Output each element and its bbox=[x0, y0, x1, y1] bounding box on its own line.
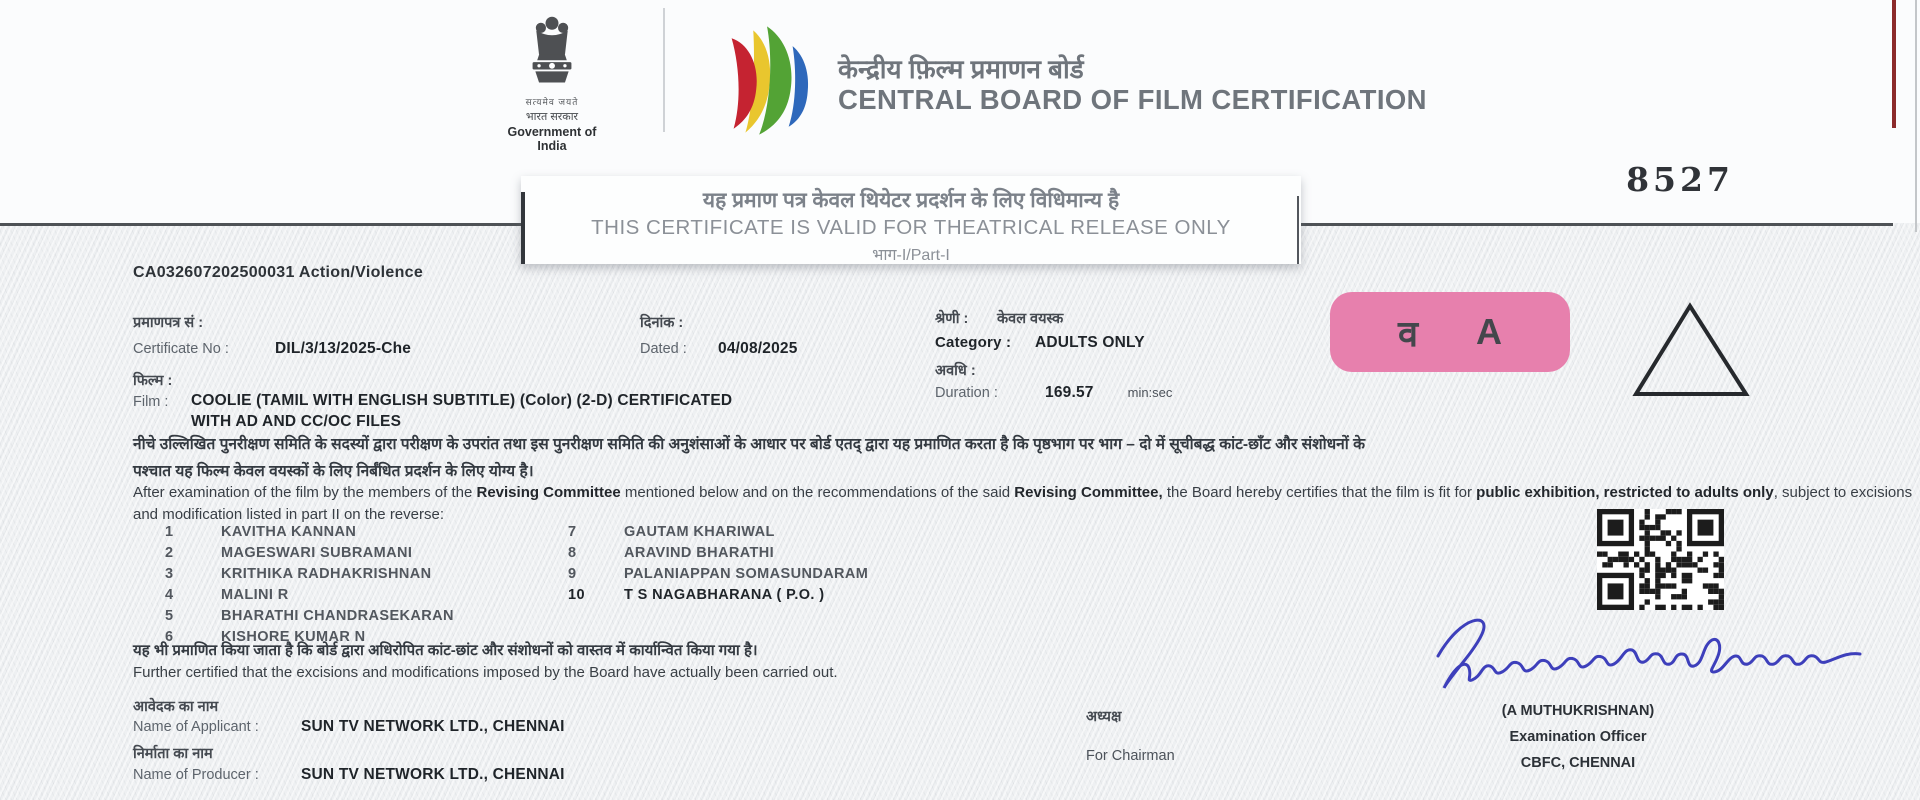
committee-member-row: 2 MAGESWARI SUBRAMANI bbox=[165, 545, 413, 561]
ashoka-emblem-icon bbox=[522, 14, 582, 88]
en-bold1: Revising Committee bbox=[476, 484, 621, 501]
signatory-org: CBFC, CHENNAI bbox=[1520, 755, 1636, 771]
dated-row bbox=[640, 340, 798, 358]
category-value-hindi: केवल वयस्क bbox=[997, 311, 1064, 327]
hindi-paragraph-line2: पश्चात यह फिल्म केवल वयस्कों के लिए निर्बंधित प्रदर्शन के लिए योग्य है। bbox=[133, 463, 534, 480]
applicant-label: Name of Applicant : bbox=[133, 719, 259, 735]
certificate-no-row bbox=[133, 340, 411, 358]
header-divider bbox=[663, 8, 665, 132]
category-row bbox=[935, 334, 1145, 352]
signatory-block bbox=[1433, 698, 1723, 776]
duration-hindi-row bbox=[935, 360, 976, 380]
category-value: ADULTS ONLY bbox=[1035, 334, 1145, 351]
cert-no-label: Certificate No : bbox=[133, 341, 229, 357]
part-label: भाग-I/Part-I bbox=[872, 247, 950, 264]
signature-scribble-icon bbox=[1422, 612, 1882, 697]
producer-label-hindi: निर्माता का नाम bbox=[133, 746, 213, 762]
scan-red-mark bbox=[1892, 0, 1896, 128]
en-seg4: , subject to excisions and modification listed in part II on the reverse: bbox=[133, 484, 1913, 523]
certificate-serial-number: 8527 bbox=[1626, 160, 1734, 199]
govt-of-india-english: Government of India bbox=[507, 125, 597, 153]
validity-line-hindi: यह प्रमाण पत्र केवल थियेटर प्रदर्शन के लिए विधिमान्य है bbox=[702, 189, 1120, 212]
further-certified-hindi: यह भी प्रमाणित किया जाता है कि बोर्ड द्वारा अधिरोपित कांट-छांट और संशोधनों को वास्तव में कार्यान्वित किया गया है। bbox=[133, 642, 758, 659]
en-seg2: mentioned below and on the recommendations of the said bbox=[620, 484, 1015, 501]
committee-member-row: 5 BHARATHI CHANDRASEKARAN bbox=[165, 608, 454, 624]
committee-member-row: 10 T S NAGABHARANA ( P.O. ) bbox=[568, 587, 825, 603]
producer-label: Name of Producer : bbox=[133, 767, 259, 783]
banner-left-border bbox=[521, 192, 525, 264]
horizontal-rule-right bbox=[1301, 223, 1893, 226]
committee-member-row: 9 PALANIAPPAN SOMASUNDARAM bbox=[568, 566, 869, 582]
govt-of-india-hindi: भारत सरकार bbox=[525, 111, 579, 123]
applicant-value: SUN TV NETWORK LTD., CHENNAI bbox=[301, 718, 565, 735]
committee-member-row: 4 MALINI R bbox=[165, 587, 289, 603]
national-emblem bbox=[492, 14, 612, 153]
dated-label-hindi-row bbox=[640, 312, 683, 332]
duration-row bbox=[935, 384, 1172, 402]
en-seg1: After examination of the film by the members of the bbox=[133, 484, 477, 501]
film-title-line1: COOLIE (TAMIL WITH ENGLISH SUBTITLE) (Color) (2-D) CERTIFICATED bbox=[191, 392, 733, 409]
en-bold2: Revising Committee, bbox=[1014, 484, 1163, 501]
board-name-hindi: केन्द्रीय फ़िल्म प्रमाणन बोर्ड bbox=[838, 54, 1084, 84]
cert-no-label-hindi: प्रमाणपत्र सं : bbox=[133, 315, 204, 331]
committee-member-row: 6 KISHORE KUMAR N bbox=[165, 629, 366, 645]
emblem-motto: सत्यमेव जयते bbox=[525, 97, 579, 107]
category-label: Category : bbox=[935, 334, 1012, 351]
board-name-english: CENTRAL BOARD OF FILM CERTIFICATION bbox=[838, 84, 1427, 115]
validity-line-english: THIS CERTIFICATE IS VALID FOR THEATRICAL RELEASE ONLY bbox=[591, 216, 1231, 239]
committee-member-row: 1 KAVITHA KANNAN bbox=[165, 524, 357, 540]
further-certified-english: Further certified that the excisions and modifications imposed by the Board have actually been carried out. bbox=[133, 664, 838, 681]
qr-code bbox=[1597, 509, 1724, 610]
rating-badge-hindi: व bbox=[1397, 312, 1419, 354]
ca-number-line: CA032607202500031 Action/Violence bbox=[133, 264, 424, 281]
film-title-line2: WITH AD AND CC/OC FILES bbox=[191, 413, 402, 430]
category-label-hindi: श्रेणी : bbox=[935, 311, 969, 327]
dated-value: 04/08/2025 bbox=[718, 340, 798, 357]
chairman-label: For Chairman bbox=[1086, 748, 1175, 764]
producer-row bbox=[133, 766, 565, 784]
scan-edge-line bbox=[1915, 0, 1917, 232]
committee-member-row: 7 GAUTAM KHARIWAL bbox=[568, 524, 775, 540]
rating-badge-english: A bbox=[1476, 311, 1503, 352]
film-label-hindi: फिल्म : bbox=[133, 373, 173, 389]
signatory-title: Examination Officer bbox=[1509, 729, 1647, 745]
film-label: Film : bbox=[133, 394, 169, 410]
applicant-row bbox=[133, 718, 565, 736]
chairman-label-hindi: अध्यक्ष bbox=[1086, 709, 1122, 725]
committee-member-row: 3 KRITHIKA RADHAKRISHNAN bbox=[165, 566, 432, 582]
dated-label: Dated : bbox=[640, 341, 687, 357]
en-seg3: the Board hereby certifies that the film is fit for bbox=[1162, 484, 1477, 501]
banner-right-border bbox=[1297, 196, 1299, 264]
cert-no-label-hindi-row bbox=[133, 312, 203, 332]
applicant-label-hindi: आवेदक का नाम bbox=[133, 699, 219, 715]
hindi-paragraph-line1: नीचे उल्लिखित पुनरीक्षण समिति के सदस्यों द्वारा परीक्षण के उपरांत तथा इस पुनरीक्षण समिति की अनुशंसाओं के आधार पर बोर्ड एतद् द्वारा यह प्रमाणित करता है कि पृष्ठभाग पर भाग – दो में सूचीबद्ध कांट-छाँट और संशोधनों के bbox=[133, 436, 1365, 453]
validity-banner bbox=[521, 176, 1301, 264]
duration-label: Duration : bbox=[935, 385, 998, 401]
committee-member-row: 8 ARAVIND BHARATHI bbox=[568, 545, 775, 561]
category-hindi-row bbox=[935, 308, 1063, 328]
rating-badge bbox=[1330, 292, 1570, 372]
film-row bbox=[133, 392, 732, 431]
film-label-hindi-row bbox=[133, 370, 172, 390]
producer-value: SUN TV NETWORK LTD., CHENNAI bbox=[301, 766, 565, 783]
cbfc-logo-icon bbox=[710, 24, 828, 138]
en-bold3: public exhibition, restricted to adults only bbox=[1476, 484, 1774, 501]
dated-label-hindi: दिनांक : bbox=[640, 315, 684, 331]
cert-no-value: DIL/3/13/2025-Che bbox=[275, 340, 412, 357]
horizontal-rule-left bbox=[0, 223, 521, 226]
duration-unit: min:sec bbox=[1127, 385, 1173, 400]
duration-label-hindi: अवधि : bbox=[935, 363, 976, 379]
signatory-name: (A MUTHUKRISHNAN) bbox=[1501, 703, 1655, 719]
duration-value: 169.57 bbox=[1045, 384, 1094, 401]
triangle-icon bbox=[1628, 300, 1752, 400]
